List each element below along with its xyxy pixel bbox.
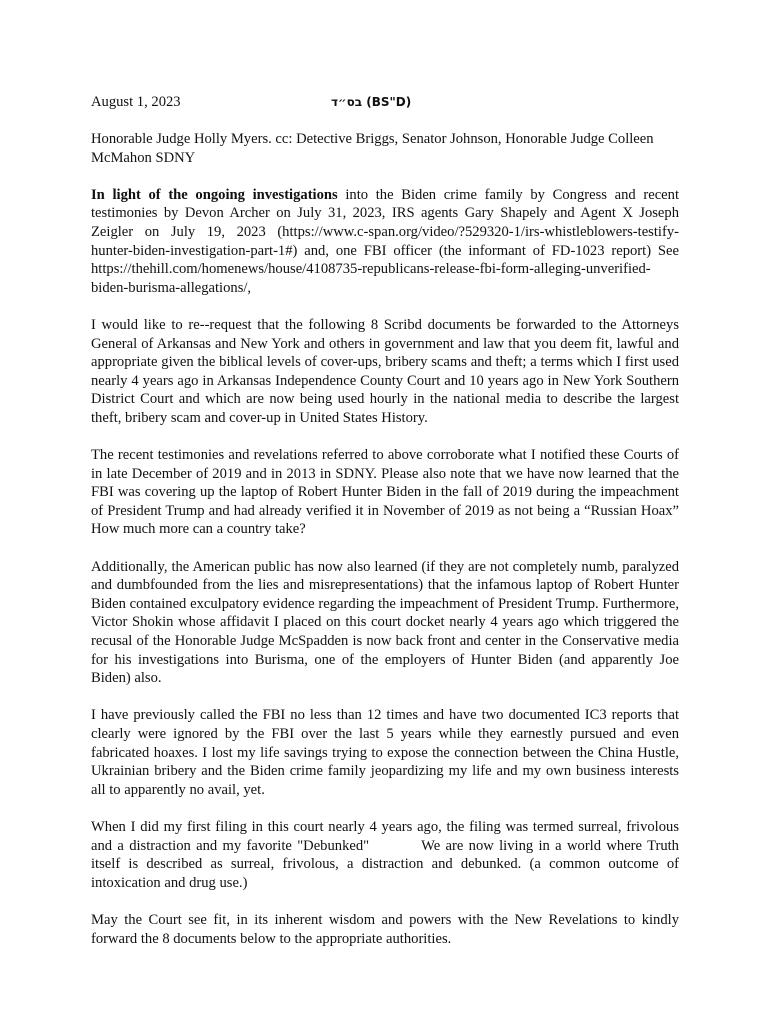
letter-page	[91, 93, 679, 967]
paragraph-lead-bold: In light of the ongoing investigations	[91, 186, 338, 203]
letter-header	[91, 93, 679, 112]
bsd-mark: בס״ד (BS"D)	[331, 95, 412, 109]
paragraph-first-filing-a: When I did my first filing in this court nearly 4 years ago, the filing was termed surreal, frivolous and a distraction and my favorite "Debunked"	[91, 818, 679, 854]
paragraph-first-filing	[91, 818, 679, 892]
paragraph-investigations	[91, 186, 679, 298]
paragraph-closing-request: May the Court see fit, in its inherent wisdom and powers with the New Revelations to kindly forward the 8 documents below to the appropriate authorities.	[91, 911, 679, 947]
letter-date: August 1, 2023	[91, 94, 181, 110]
paragraph-investigations-text: into the Biden crime family by Congress and recent testimonies by Devon Archer on July 31, 2023, IRS agents Gary Shapely and Agent X Joseph Zeigler on July 19, 2023 (https://www.c-span.org/video/?529320-1/irs-whistleblowers-testify-hunter-biden-investigation-part-1#) and, one FBI officer (the informant of FD-1023 report) See https://thehill.com/homenews/house/4108735-republicans-release-fbi-form-alleging-unverified-biden-burisma-allegations/,	[91, 186, 680, 296]
paragraph-request: I would like to re--request that the following 8 Scribd documents be forwarded to the Attorneys General of Arkansas and New York and others in government and law that you deem fit, lawful and appropriate given the biblical levels of cover-ups, bribery scams and theft; a terms which I first used nearly 4 years ago in Arkansas Independence County Court and 10 years ago in New York Southern District Court and which are now being used hourly in the national media to describe the largest theft, bribery scam and cover-up in United States History.	[91, 316, 679, 426]
paragraph-laptop: Additionally, the American public has now also learned (if they are not completely numb, paralyzed and dumbfounded from the lies and misrepresentations) that the infamous laptop of Robert Hunter Biden contained exculpatory evidence regarding the impeachment of President Trump. Furthermore, Victor Shokin whose affidavit I placed on this court docket nearly 4 years ago which triggered the recusal of the Honorable Judge McSpadden is now back front and center in the Conservative media for his investigations into Burisma, one of the employers of Hunter Biden (and apparently Joe Biden) also.	[91, 558, 679, 687]
addressee-line: Honorable Judge Holly Myers. cc: Detective Briggs, Senator Johnson, Honorable Judge Colleen McMahon SDNY	[91, 131, 654, 166]
paragraph-first-filing-b: We are now living in a world where Truth itself is described as surreal, frivolous, a distraction and debunked. (a common outcome of intoxication and drug use.)	[91, 837, 679, 891]
paragraph-fbi-calls: I have previously called the FBI no less than 12 times and have two documented IC3 reports that clearly were ignored by the FBI over the last 5 years while they earnestly pursued and even fabricated hoaxes. I lost my life savings trying to expose the connection between the China Hustle, Ukrainian bribery and the Biden crime family jeopardizing my life and my own business interests all to apparently no avail, yet.	[91, 707, 679, 798]
paragraph-testimonies: The recent testimonies and revelations referred to above corroborate what I notified these Courts of in late December of 2019 and in 2013 in SDNY. Please also note that we have now learned that the FBI was covering up the laptop of Robert Hunter Biden in the fall of 2019 during the impeachment of President Trump and had already verified it in November of 2019 as not being a “Russian Hoax” How much more can a country take?	[91, 447, 679, 538]
